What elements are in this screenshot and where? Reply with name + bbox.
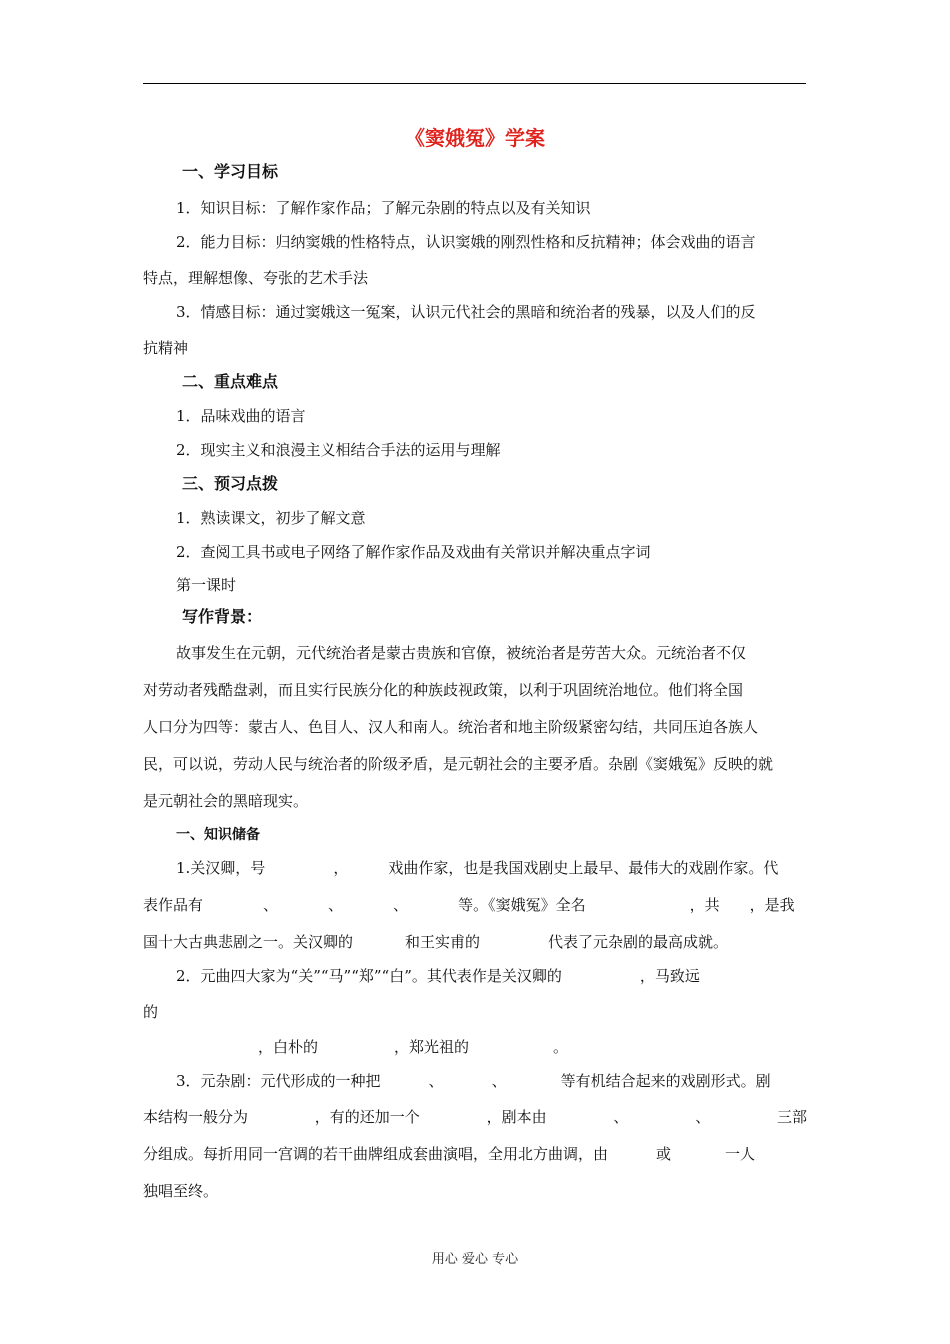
q3-line-1 (176, 1071, 771, 1091)
key-point-2: 2．现实主义和浪漫主义相结合手法的运用与理解 (176, 441, 501, 459)
key-point-1: 1．品味戏曲的语言 (176, 407, 306, 425)
q3-text: 、 (428, 1072, 444, 1090)
header-rule (143, 83, 806, 84)
q3-text: 一人 (725, 1145, 756, 1163)
q3-text: ，剧本由 (486, 1108, 547, 1126)
q3-text: 、 (613, 1108, 629, 1126)
goal-item-2: 2．能力目标：归纳窦娥的性格特点，认识窦娥的刚烈性格和反抗精神；体会戏曲的语言 (176, 233, 756, 251)
q3-text: 分组成。每折用同一宫调的若干曲牌组成套曲演唱，全用北方曲调，由 (143, 1145, 609, 1163)
q3-text: ，有的还加一个 (314, 1108, 420, 1126)
q1-text: ，是我 (749, 896, 795, 914)
q1-text: 、 (393, 896, 409, 914)
section-heading-key-points: 二、重点难点 (182, 372, 279, 391)
goal-item-3: 3．情感目标：通过窦娥这一冤案，认识元代社会的黑暗和统治者的残暴，以及人们的反 (176, 303, 756, 321)
preview-item-1: 1．熟读课文，初步了解文意 (176, 509, 366, 527)
q1-text: 、 (263, 896, 279, 914)
background-line-3: 人口分为四等：蒙古人、色目人、汉人和南人。统治者和地主阶级紧密勾结，共同压迫各族人 (143, 718, 759, 736)
q1-text: 等。《窦娥冤》全名 (458, 896, 586, 914)
q2-text: ，马致远 (639, 967, 700, 985)
q1-text: 和王实甫的 (405, 933, 481, 951)
q1-line-2 (143, 895, 795, 915)
goal-item-3-cont: 抗精神 (143, 339, 189, 357)
q3-line-3 (143, 1144, 755, 1164)
preview-item-2: 2．查阅工具书或电子网络了解作家作品及戏曲有关常识并解决重点字词 (176, 543, 651, 561)
section-heading-preview: 三、预习点拨 (182, 474, 279, 493)
q1-text: ， (333, 859, 349, 877)
q2-text: 2．元曲四大家为“关”“马”“郑”“白”。其代表作是关汉卿的 (176, 967, 562, 985)
q3-text: 、 (695, 1108, 711, 1126)
q2-line-2: 的 (143, 1003, 159, 1021)
background-line-2: 对劳动者残酷盘剥，而且实行民族分化的种族歧视政策，以利于巩固统治地位。他们将全国 (143, 681, 744, 699)
goal-item-1: 1．知识目标：了解作家作品；了解元杂剧的特点以及有关知识 (176, 199, 591, 217)
q1-text: 代表了元杂剧的最高成就。 (548, 933, 729, 951)
q2-line-1 (176, 966, 700, 986)
lesson-label: 第一课时 (176, 576, 237, 594)
q2-line-3 (176, 1037, 568, 1057)
page-title: 《窦娥冤》学案 (405, 126, 545, 150)
background-line-4: 民，可以说，劳动人民与统治者的阶级矛盾，是元朝社会的主要矛盾。杂剧《窦娥冤》反映的就 (143, 755, 774, 773)
q3-text: 三部 (776, 1108, 807, 1126)
q1-text: 1.关汉卿，号 (176, 859, 266, 877)
background-heading: 写作背景： (182, 607, 263, 626)
q3-text: 或 (656, 1145, 672, 1163)
section-heading-goals: 一、学习目标 (182, 162, 279, 181)
q3-text: 、 (491, 1072, 507, 1090)
q3-text: 等有机结合起来的戏剧形式。剧 (560, 1072, 771, 1090)
background-line-5: 是元朝社会的黑暗现实。 (143, 792, 309, 810)
q3-text: 本结构一般分为 (143, 1108, 249, 1126)
q2-text: 。 (553, 1038, 569, 1056)
q1-text: 表作品有 (143, 896, 204, 914)
background-line-1: 故事发生在元朝，元代统治者是蒙古贵族和官僚，被统治者是劳苦大众。元统治者不仅 (176, 644, 747, 662)
page-footer: 用心 爱心 专心 (431, 1252, 519, 1267)
q2-text: ，郑光祖的 (394, 1038, 470, 1056)
q1-text: 戏曲作家，也是我国戏剧史上最早、最伟大的戏剧作家。代 (388, 859, 779, 877)
q3-text: 3．元杂剧：元代形成的一种把 (176, 1072, 381, 1090)
q1-text: 国十大古典悲剧之一。关汉卿的 (143, 933, 354, 951)
q3-line-2 (143, 1107, 807, 1127)
q2-text: ，白朴的 (258, 1038, 319, 1056)
q1-text: ，共 (689, 896, 720, 914)
goal-item-2-cont: 特点，理解想像、夸张的艺术手法 (143, 269, 369, 287)
q1-line-1 (176, 858, 778, 878)
q1-text: 、 (328, 896, 344, 914)
q3-line-4: 独唱至终。 (143, 1182, 219, 1200)
knowledge-heading: 一、知识储备 (176, 827, 260, 843)
q1-line-3 (143, 932, 728, 952)
